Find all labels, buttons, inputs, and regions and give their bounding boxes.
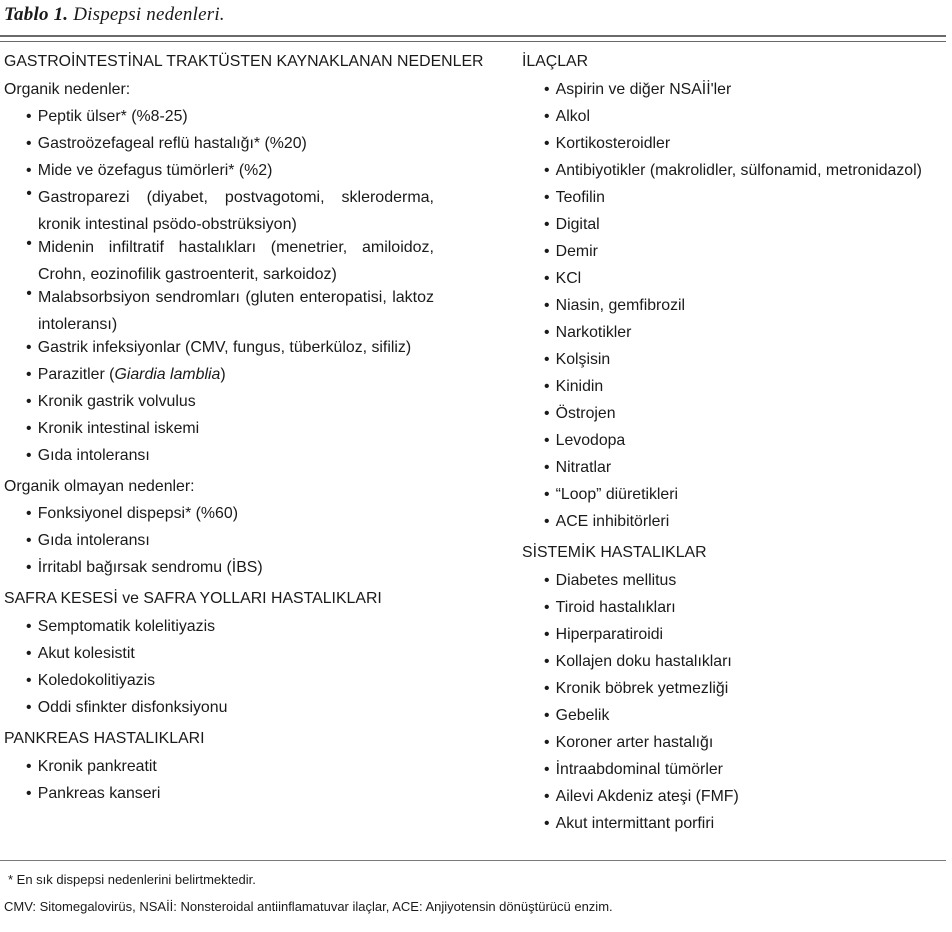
bullet-icon: • [543, 432, 550, 449]
bullet-icon: • [543, 243, 550, 260]
list-item: • Midenin infiltratif hastalıkları (menetrier, amiloidoz, Crohn, eozinofilik gastroenterit, sarkoidoz) [4, 234, 504, 288]
bullet-icon: • [26, 505, 32, 522]
list-item: • Kollajen doku hastalıkları [522, 652, 938, 679]
list-item: • Digital [522, 215, 938, 242]
list-item: • Gebelik [522, 706, 938, 733]
bullet-icon: • [543, 653, 550, 670]
list-item: • Ailevi Akdeniz ateşi (FMF) [522, 787, 938, 814]
list-item: • Kortikosteroidler [522, 134, 938, 161]
bullet-icon: • [543, 162, 550, 179]
list-item: • Koroner arter hastalığı [522, 733, 938, 760]
list-item: • Diabetes mellitus [522, 571, 938, 598]
section-heading-systemic: SİSTEMİK HASTALIKLAR [522, 544, 707, 561]
bullet-icon: • [26, 135, 32, 152]
bullet-icon: • [26, 758, 32, 775]
list-item: • Nitratlar [522, 458, 938, 485]
subheading-nonorganic: Organik olmayan nedenler: [4, 478, 195, 495]
list-item: • Kinidin [522, 377, 938, 404]
right-column [522, 52, 942, 841]
bullet-icon: • [26, 559, 32, 576]
list-item: • Semptomatik kolelitiyazis [4, 617, 500, 644]
list-item: • Koledokolitiyazis [4, 671, 500, 698]
list-item: • Gıda intoleransı [4, 531, 500, 558]
bullet-icon: • [543, 761, 550, 778]
bullet-icon: • [543, 351, 550, 368]
bullet-icon: • [543, 459, 550, 476]
list-item: • Antibiyotikler (makrolidler, sülfonamid, metronidazol) [522, 161, 938, 188]
bullet-icon: • [543, 599, 550, 616]
bullet-icon: • [543, 297, 550, 314]
bullet-icon: • [26, 285, 32, 302]
section-heading-drugs: İLAÇLAR [522, 53, 589, 70]
systemic-list [522, 571, 942, 841]
list-item: • Oddi sfinkter disfonksiyonu [4, 698, 500, 725]
list-item: • Tiroid hastalıkları [522, 598, 938, 625]
bullet-icon: • [26, 645, 32, 662]
list-item: • Gastroözefageal reflü hastalığı* (%20) [4, 134, 500, 161]
list-item: • Mide ve özefagus tümörleri* (%2) [4, 161, 500, 188]
bullet-icon: • [26, 532, 32, 549]
left-column [4, 52, 504, 811]
list-item: • İrritabl bağırsak sendromu (İBS) [4, 558, 500, 585]
list-item: • Aspirin ve diğer NSAİİ'ler [522, 80, 938, 107]
list-item: • Pankreas kanseri [4, 784, 500, 811]
drugs-list [522, 80, 942, 539]
bullet-icon: • [543, 405, 550, 422]
list-item: • Kronik pankreatit [4, 757, 500, 784]
bullet-icon: • [543, 108, 550, 125]
bullet-icon: • [543, 513, 550, 530]
top-rule-thin [0, 41, 946, 42]
bullet-icon: • [543, 680, 550, 697]
bullet-icon: • [543, 626, 550, 643]
bullet-icon: • [543, 707, 550, 724]
list-item: • Alkol [522, 107, 938, 134]
list-item: • Akut intermittant porfiri [522, 814, 938, 841]
table-title-label: Tablo 1. [4, 4, 69, 25]
bullet-icon: • [26, 785, 32, 802]
list-item: • Gıda intoleransı [4, 446, 500, 473]
bullet-icon: • [26, 393, 32, 410]
top-rule-thick [0, 35, 946, 37]
list-item: • Kronik böbrek yetmezliği [522, 679, 938, 706]
table-title-text: Dispepsi nedenleri. [73, 4, 225, 25]
bullet-icon: • [543, 135, 550, 152]
list-item: • Levodopa [522, 431, 938, 458]
bottom-rule [0, 860, 946, 861]
section-heading-biliary: SAFRA KESESİ ve SAFRA YOLLARI HASTALIKLARI [4, 590, 382, 607]
footnote-star: * En sık dispepsi nedenlerini belirtmektedir. [8, 872, 256, 887]
bullet-icon: • [26, 672, 32, 689]
footnote-abbreviations: CMV: Sitomegalovirüs, NSAİİ: Nonsteroidal antiinflamatuvar ilaçlar, ACE: Anjiyotensin dönüştürücü enzim. [4, 899, 613, 914]
subheading-organic: Organik nedenler: [4, 81, 131, 98]
list-item: • Gastroparezi (diyabet, postvagotomi, skleroderma, kronik intestinal psödo-obstrüksiyon) [4, 184, 504, 238]
list-item: • Gastrik infeksiyonlar (CMV, fungus, tüberküloz, sifiliz) [4, 338, 500, 365]
list-item: • Kronik intestinal iskemi [4, 419, 500, 446]
list-item: • “Loop” diüretikleri [522, 485, 938, 512]
bullet-icon: • [26, 185, 32, 202]
list-item: • Östrojen [522, 404, 938, 431]
list-item: • ACE inhibitörleri [522, 512, 938, 539]
bullet-icon: • [543, 734, 550, 751]
list-item: • Narkotikler [522, 323, 938, 350]
list-item: • Kolşisin [522, 350, 938, 377]
list-item: • Akut kolesistit [4, 644, 500, 671]
list-item: • Niasin, gemfibrozil [522, 296, 938, 323]
bullet-icon: • [543, 378, 550, 395]
list-item: • KCl [522, 269, 938, 296]
bullet-icon: • [26, 447, 32, 464]
list-item: • Kronik gastrik volvulus [4, 392, 500, 419]
list-item: • Hiperparatiroidi [522, 625, 938, 652]
bullet-icon: • [543, 189, 550, 206]
bullet-icon: • [26, 366, 32, 383]
list-item: • Malabsorbsiyon sendromları (gluten enteropatisi, laktoz intoleransı) [4, 284, 504, 338]
bullet-icon: • [543, 788, 550, 805]
list-item: • Demir [522, 242, 938, 269]
bullet-icon: • [543, 815, 550, 832]
list-item: • İntraabdominal tümörler [522, 760, 938, 787]
list-item: • Peptik ülser* (%8-25) [4, 107, 500, 134]
bullet-icon: • [543, 81, 550, 98]
bullet-icon: • [26, 339, 32, 356]
bullet-icon: • [543, 324, 550, 341]
bullet-icon: • [26, 618, 32, 635]
list-item: • Fonksiyonel dispepsi* (%60) [4, 504, 500, 531]
bullet-icon: • [26, 699, 32, 716]
bullet-icon: • [543, 270, 550, 287]
bullet-icon: • [543, 572, 550, 589]
bullet-icon: • [26, 108, 32, 125]
bullet-icon: • [26, 162, 32, 179]
list-item: • Teofilin [522, 188, 938, 215]
section-heading-pancreas: PANKREAS HASTALIKLARI [4, 730, 205, 747]
list-item-parasite: • Parazitler (Giardia lamblia) [4, 365, 500, 392]
table-title [4, 4, 225, 26]
bullet-icon: • [26, 235, 32, 252]
section-heading-gi: GASTROİNTESTİNAL TRAKTÜSTEN KAYNAKLANAN NEDENLER [4, 53, 484, 70]
bullet-icon: • [543, 216, 550, 233]
bullet-icon: • [26, 420, 32, 437]
bullet-icon: • [543, 486, 550, 503]
